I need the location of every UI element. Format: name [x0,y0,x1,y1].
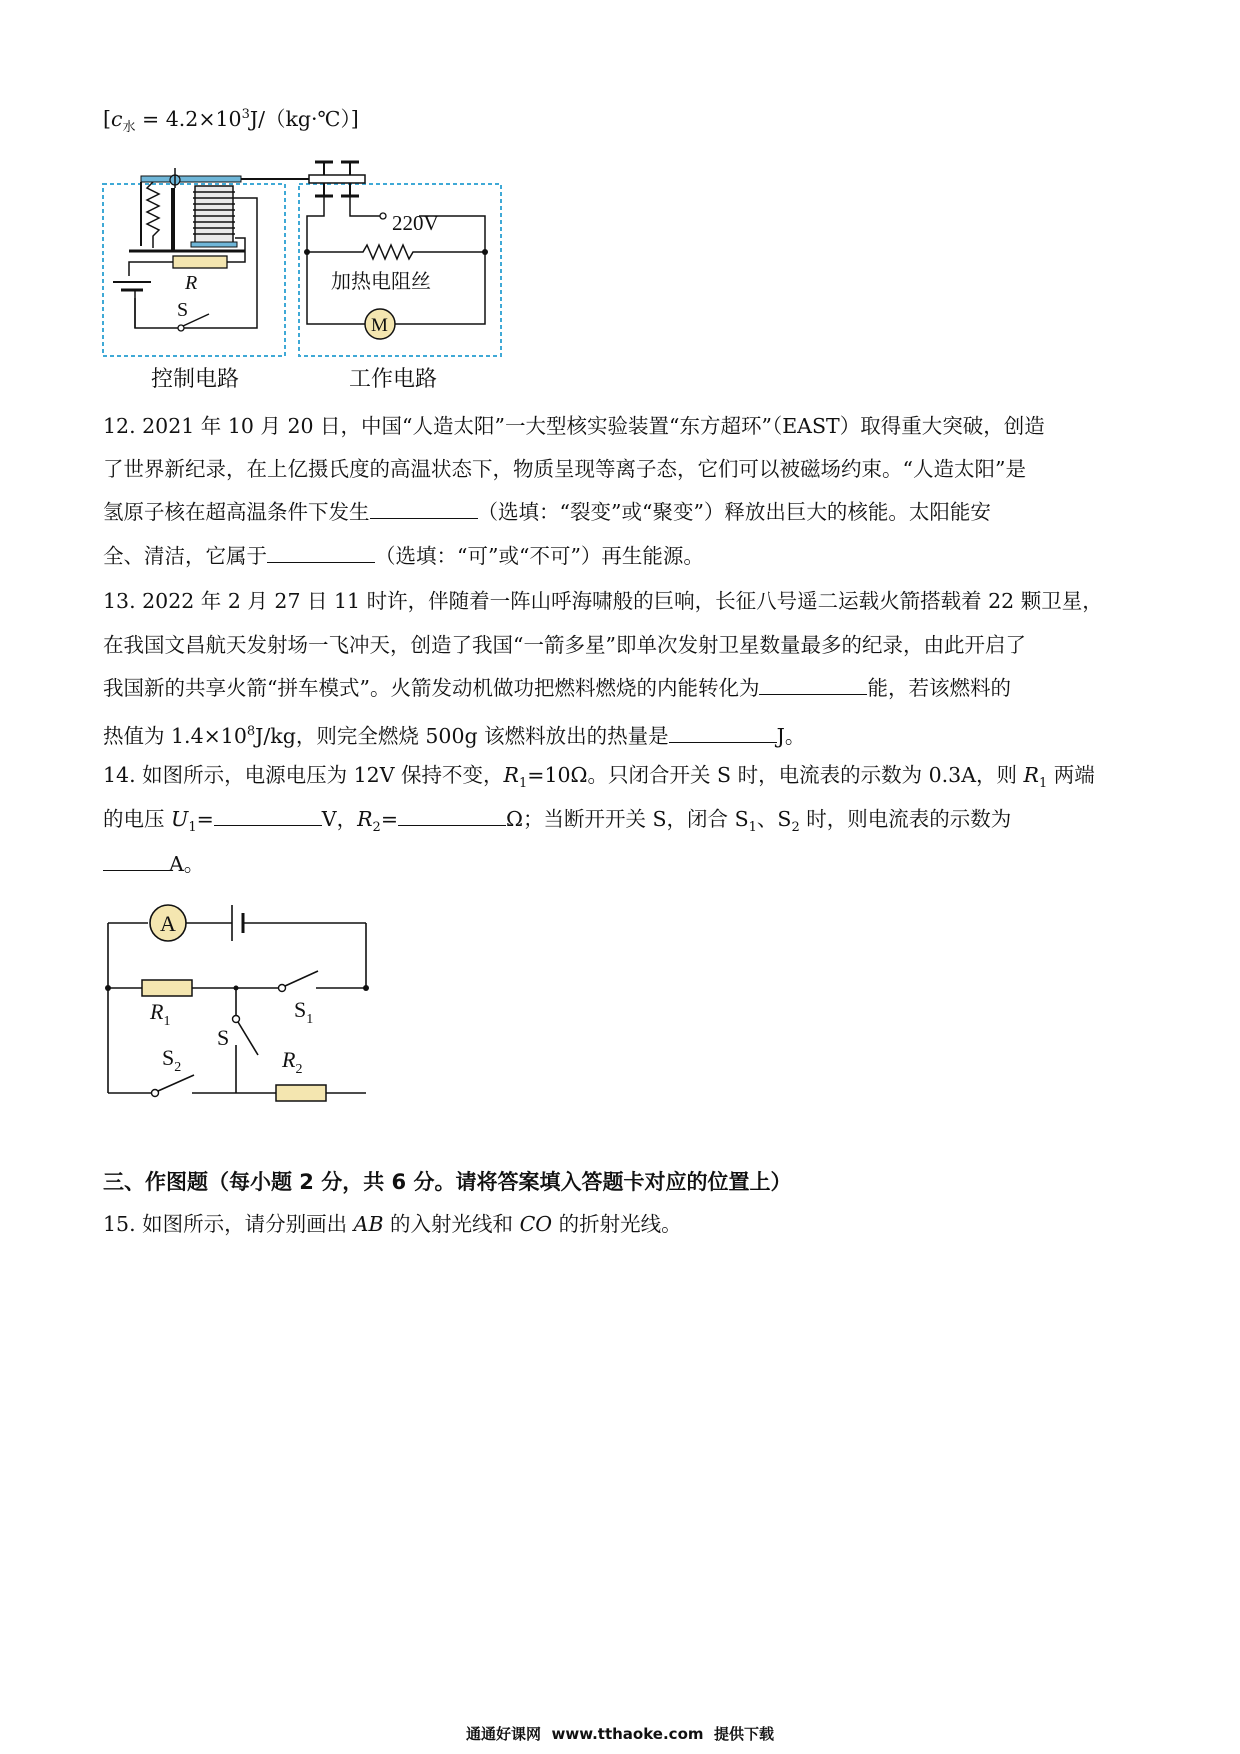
switch-S-icon [233,1016,240,1023]
q14-line2-text-e: Ω；当断开开关 S，闭合 S [506,807,749,831]
q14-line1 [103,762,1095,797]
q13-line1: 13. 2022 年 2 月 27 日 11 时许，伴随着一阵山呼海啸般的巨响，长征八号遥二运载火箭搭载着 22 颗卫星， [103,589,1103,613]
q15-AB: AB [353,1212,384,1236]
caption-work-circuit: 工作电路 [349,367,438,392]
q13-line4-text-b: J/kg，则完全燃烧 500g 该燃料放出的热量是 [255,723,669,748]
heater-resistor-icon [307,245,485,259]
footer-credit: 通通好课网 www.tthaoke.com 提供下载 [466,1725,774,1743]
q14-line3 [103,851,204,878]
q13-line4-text-c: J。 [776,723,806,748]
q15-text-c: 的折射光线。 [552,1212,682,1236]
contact-bar [309,175,365,183]
caption-control-circuit: 控制电路 [151,367,240,392]
q12-blank-renewable[interactable] [267,561,375,563]
relay-circuit-figure [95,158,515,398]
q15-text-a: 15. 如图所示，请分别画出 [103,1212,354,1236]
heater-label: 加热电阻丝 [331,269,431,293]
q14-U1-symbol: U [171,807,189,831]
q12-blank-fission-fusion[interactable] [370,517,478,519]
q12-line3 [103,499,991,526]
q14-line1-text-c: 两端 [1047,763,1095,787]
specific-heat-formula [103,101,359,141]
q13-line4-text-a: 热值为 1.4×10 [103,723,247,748]
c-value: = 4.2×10 [142,106,242,131]
q15-line [103,1211,682,1238]
section-3-heading: 三、作图题（每小题 2 分，共 6 分。请将答案填入答题卡对应的位置上） [103,1170,792,1194]
q14-line2-text-a: 的电压 [103,807,172,831]
q14-R1-symbol: R [503,763,519,787]
q14-U1-sub: 1 [188,820,197,836]
q14-R2-symbol: R [357,807,373,831]
c-unit: J/（kg·℃） [249,106,351,131]
q14-line2-text-f: 、S [756,807,792,831]
q14-line1-text-b: =10Ω。只闭合开关 S 时，电流表的示数为 0.3A，则 [527,763,1024,787]
c-subscript: 水 [122,119,136,135]
q14-blank-R2[interactable] [398,824,506,826]
q13-exponent: 8 [246,724,256,739]
q13-blank-energy-form[interactable] [759,693,867,695]
q13-line3-text-b: 能，若该燃料的 [867,676,1011,700]
q14-unit-A: A。 [169,852,205,876]
switch-S1-icon [279,985,286,992]
S2-label: $S_2$ [162,1045,182,1075]
switch-S2-icon [152,1090,159,1097]
q12-line2: 了世界新纪录，在上亿摄氏度的高温状态下，物质呈现等离子态，它们可以被磁场约束。“人造太阳”是 [103,457,1026,481]
voltage-label: 220V [392,211,439,235]
q14-line2-text-g: 时，则电流表的示数为 [799,807,1012,831]
q14-blank-U1[interactable] [214,824,322,826]
q14-R1-sub-2: 1 [1038,776,1048,792]
resistor-R2 [276,1085,326,1101]
q14-unit-V: V， [321,807,358,831]
resistor-R1 [142,980,192,996]
q14-equals-2: = [380,807,398,831]
electromagnet-coil [195,186,233,244]
q14-S2-sub: 2 [791,820,800,836]
resistor-R [173,256,227,268]
q14-blank-current[interactable] [103,869,169,871]
q13-blank-heat[interactable] [669,741,777,743]
q14-R1-symbol-2: R [1023,763,1039,787]
R2-label: $R_2$ [282,1047,303,1077]
ammeter-label: A [160,911,176,936]
q13-line4 [103,718,805,750]
q14-circuit-figure [100,895,390,1105]
bracket-close: ] [350,106,359,131]
S1-label: $S_1$ [294,997,314,1027]
bracket-open: [ [103,106,111,131]
q15-CO: CO [519,1212,553,1236]
q12-line4-text-a: 全、清洁，它属于 [103,544,267,568]
q12-line1: 12. 2021 年 10 月 20 日，中国“人造太阳”一大型核实验装置“东方超环”（EAST）取得重大突破，创造 [103,414,1045,438]
svg-text:M: M [371,315,388,336]
resistor-R-label: R [185,272,198,294]
switch-S-label: S [177,299,189,321]
q12-line4 [103,543,704,570]
R1-label: $R_1$ [150,999,171,1029]
q12-line3-text-b: （选填：“裂变”或“聚变”）释放出巨大的核能。太阳能安 [477,500,991,524]
q14-R1-sub: 1 [518,776,528,792]
q14-S1-sub: 1 [748,820,757,836]
spring-icon [147,182,159,248]
q13-line2: 在我国文昌航天发射场一飞冲天，创造了我国“一箭多星”即单次发射卫星数量最多的纪录，由此开启了 [103,633,1026,657]
c-exponent: 3 [241,107,250,122]
q12-line3-text-a: 氢原子核在超高温条件下发生 [103,500,370,524]
S-label: S [217,1025,230,1050]
armature-lever [141,176,241,182]
q12-line4-text-b: （选填：“可”或“不可”）再生能源。 [375,544,704,568]
q13-line3-text-a: 我国新的共享火箭“拼车模式”。火箭发动机做功把燃料燃烧的内能转化为 [103,676,760,700]
q14-line2 [103,806,1011,841]
q14-R2-sub: 2 [372,820,381,836]
q13-line3 [103,675,1011,702]
q15-text-b: 的入射光线和 [383,1212,520,1236]
q14-line1-text-a: 14. 如图所示，电源电压为 12V 保持不变， [103,763,504,787]
c-symbol: c [111,106,123,131]
q14-equals-1: = [196,807,214,831]
